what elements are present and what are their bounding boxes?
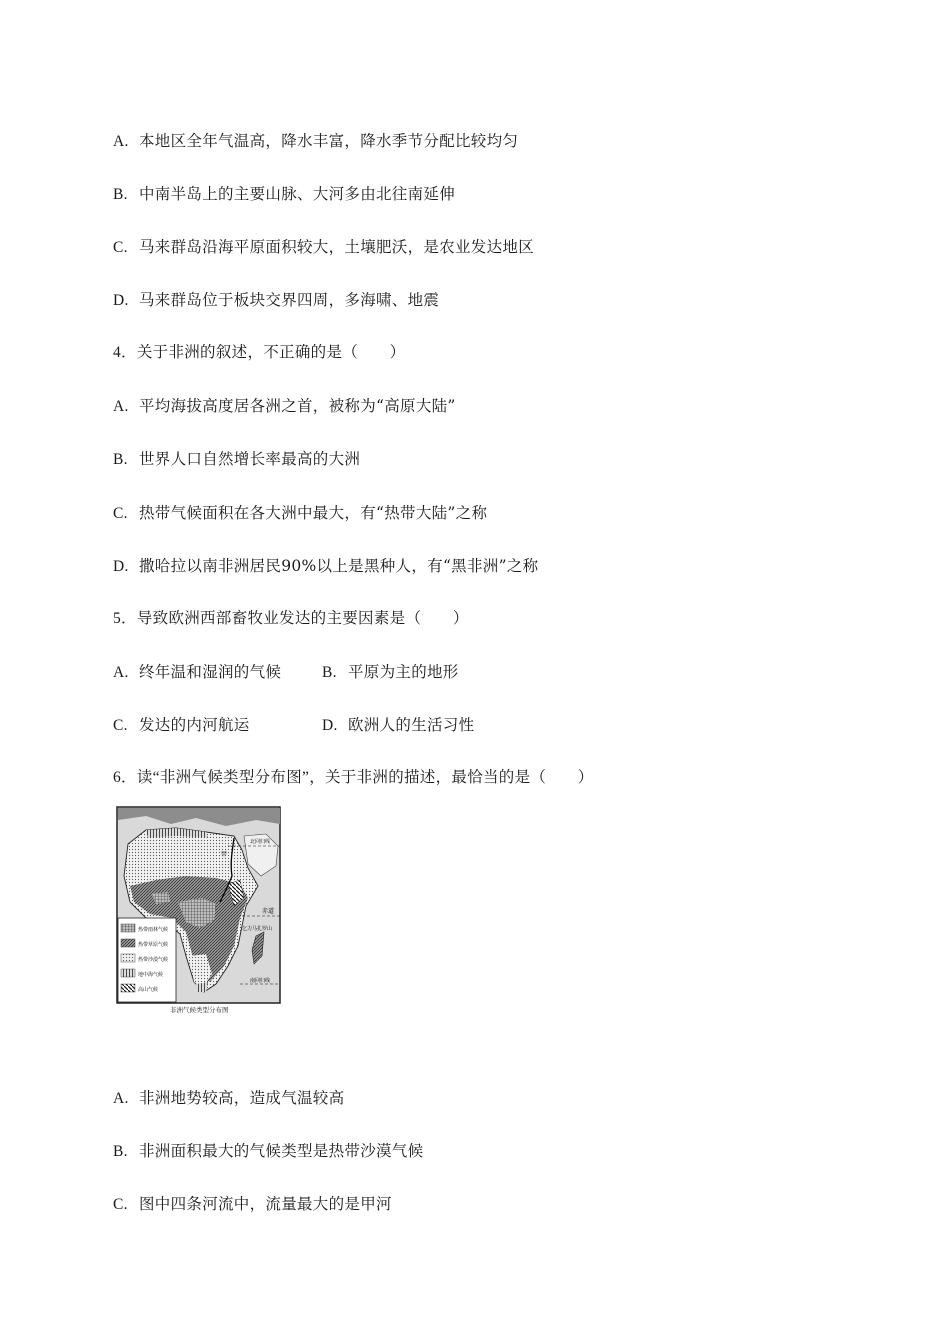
q3-option-d	[113, 290, 439, 311]
q6-stem: 6．读“非洲气候类型分布图”，关于非洲的描述，最恰当的是（ ）	[113, 769, 594, 786]
legend-swatch-rainforest	[121, 924, 135, 932]
q5-option-a	[113, 662, 281, 683]
label-tropic-cancer: 北回归线	[250, 839, 271, 845]
option-text: 平原为主的地形	[348, 663, 459, 681]
legend-label-savanna: 热带草原气候	[138, 942, 169, 948]
q4-option-b	[113, 449, 360, 470]
option-letter: C.	[113, 1196, 128, 1213]
option-letter: D.	[113, 558, 129, 575]
q3-option-b	[113, 184, 455, 205]
option-text: 马来群岛沿海平原面积较大，土壤肥沃，是农业发达地区	[139, 238, 535, 256]
legend-label-mediterranean: 地中海气候	[138, 972, 164, 978]
legend-swatch-highland	[121, 984, 135, 992]
option-text: 中南半岛上的主要山脉、大河多由北往南延伸	[139, 185, 456, 203]
map-legend	[118, 918, 176, 1002]
option-letter: D.	[322, 717, 338, 734]
q4-option-c	[113, 503, 487, 524]
q6-option-b	[113, 1141, 423, 1162]
option-text: 热带气候面积在各大洲中最大，有“热带大陆”之称	[139, 504, 488, 522]
option-letter: B.	[322, 664, 337, 681]
label-jia: 甲	[221, 851, 228, 858]
option-letter: C.	[113, 239, 128, 256]
option-text: 欧洲人的生活习性	[348, 716, 475, 734]
map-svg	[116, 806, 282, 1006]
legend-swatch-mediterranean	[121, 969, 135, 977]
option-letter: A.	[113, 664, 129, 681]
label-equator: 赤道	[262, 908, 275, 915]
q3-option-a	[113, 131, 518, 152]
option-text: 本地区全年气温高，降水丰富，降水季节分配比较均匀	[139, 132, 519, 150]
option-text: 非洲面积最大的气候类型是热带沙漠气候	[139, 1142, 424, 1160]
q5-option-c	[113, 715, 250, 736]
q3-option-c	[113, 237, 534, 258]
option-letter: D.	[113, 292, 129, 309]
option-letter: B.	[113, 186, 128, 203]
q6-option-a	[113, 1088, 344, 1109]
option-letter: A.	[113, 398, 129, 415]
legend-swatch-desert	[121, 954, 135, 962]
option-letter: B.	[113, 1143, 128, 1160]
option-text: 终年温和湿润的气候	[139, 663, 282, 681]
option-text: 平均海拔高度居各洲之首，被称为“高原大陆”	[139, 397, 456, 415]
option-text: 马来群岛位于板块交界四周，多海啸、地震	[139, 291, 440, 309]
q5-option-b	[322, 662, 459, 683]
legend-label-rainforest: 热带雨林气候	[138, 927, 169, 933]
legend-swatch-savanna	[121, 939, 135, 947]
option-text: 撒哈拉以南非洲居民90%以上是黑种人，有“黑非洲”之称	[139, 557, 539, 575]
option-text: 图中四条河流中，流量最大的是甲河	[139, 1195, 392, 1213]
map-caption: 非洲气候类型分布图	[170, 1006, 229, 1014]
option-letter: C.	[113, 505, 128, 522]
option-letter: A.	[113, 133, 129, 150]
q4-option-d	[113, 556, 538, 577]
q6-option-c	[113, 1194, 392, 1215]
legend-label-desert: 热带沙漠气候	[138, 957, 169, 963]
label-kilimanjaro: 乞力马扎罗山	[242, 926, 273, 932]
q4-option-a	[113, 396, 456, 417]
q5-option-d	[322, 715, 474, 736]
option-letter: C.	[113, 717, 128, 734]
option-letter: B.	[113, 451, 128, 468]
legend-label-highland: 高山气候	[138, 987, 159, 993]
option-text: 世界人口自然增长率最高的大洲	[139, 450, 361, 468]
option-text: 非洲地势较高，造成气温较高	[139, 1089, 345, 1107]
africa-climate-map	[116, 806, 282, 1018]
option-letter: A.	[113, 1090, 129, 1107]
q5-stem: 5．导致欧洲西部畜牧业发达的主要因素是（ ）	[113, 610, 469, 627]
label-tropic-capricorn: 南回归线	[250, 978, 271, 984]
q4-stem: 4．关于非洲的叙述，不正确的是（ ）	[113, 344, 406, 361]
option-text: 发达的内河航运	[139, 716, 250, 734]
